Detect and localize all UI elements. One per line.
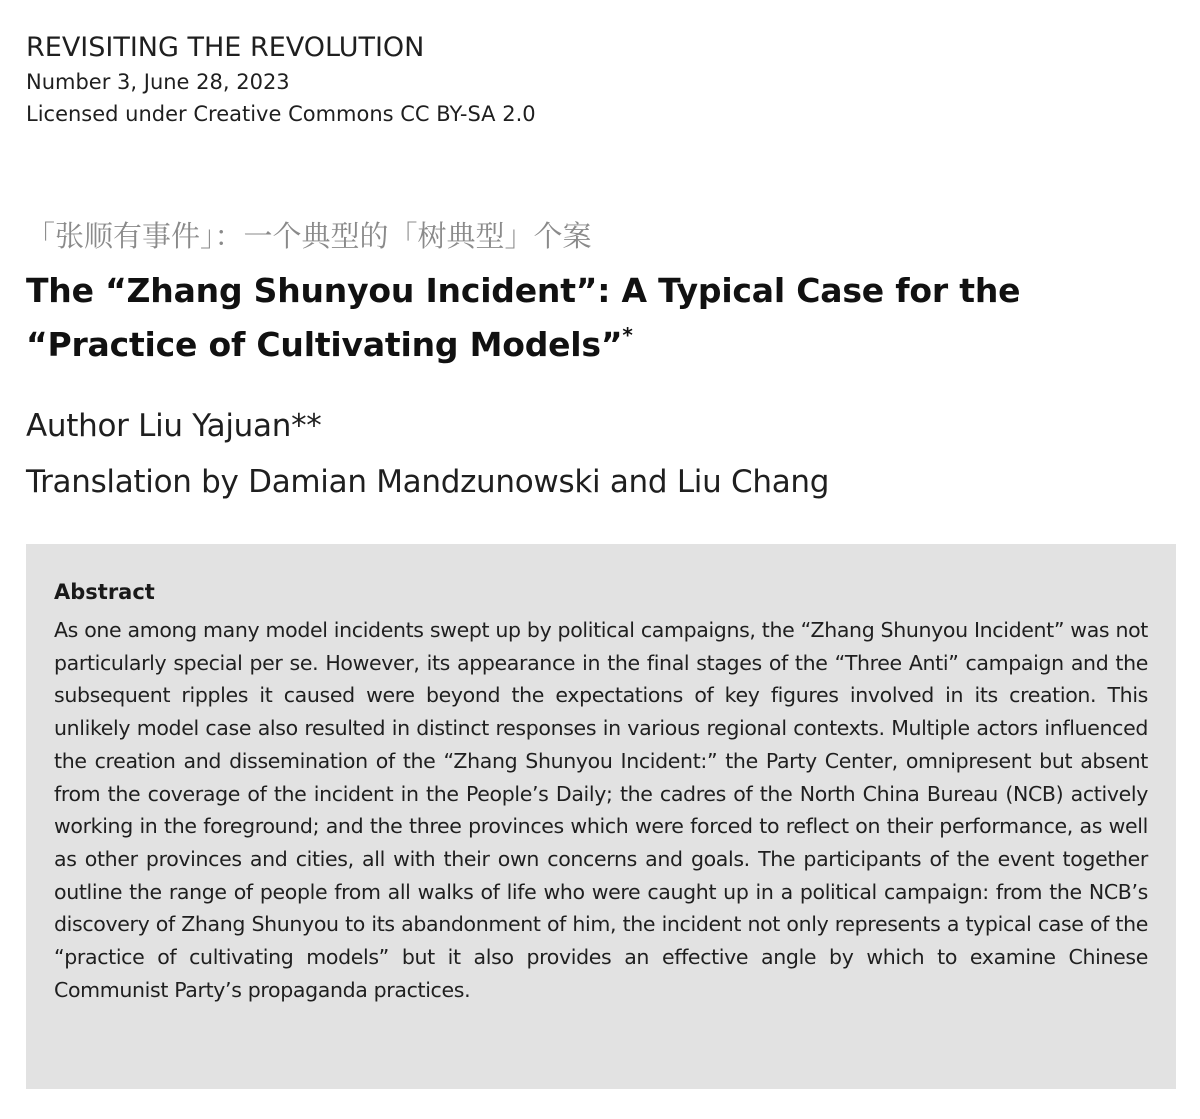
journal-issue: Number 3, June 28, 2023 [26, 70, 290, 94]
article-title-chinese: 「张顺有事件」：一个典型的「树典型」个案 [26, 219, 592, 253]
journal-name: REVISITING THE REVOLUTION [26, 32, 425, 63]
abstract-heading: Abstract [54, 580, 155, 604]
article-title-english [26, 264, 1176, 372]
abstract-box [26, 544, 1176, 1089]
translation-line: Translation by Damian Mandzunowski and Liu Chang [26, 464, 830, 500]
article-title-footnote-marker: * [622, 323, 633, 347]
abstract-text: As one among many model incidents swept up by political campaigns, the “Zhang Shunyou Incident” was not particularly special per se. However, its appearance in the final stages of the “Three Anti” campaign and the subsequent ripples it caused were beyond the expectations of key figures involved in its creation. This unlikely model case also resulted in distinct responses in various regional contexts. Multiple actors influenced the creation and dissemination of the “Zhang Shunyou Incident:” the Party Center, omnipresent but absent from the coverage of the incident in the People’s Daily; the cadres of the North China Bureau (NCB) actively working in the foreground; and the three provinces which were forced to reflect on their performance, as well as other provinces and cities, all with their own concerns and goals. The participants of the event together outline the range of people from all walks of life who were caught up in a political campaign: from the NCB’s discovery of Zhang Shunyou to its abandonment of him, the incident not only represents a typical case of the “practice of cultivating models” but it also provides an effective angle by which to examine Chinese Communist Party’s propaganda practices. [54, 618, 1148, 1002]
article-title-english-text: The “Zhang Shunyou Incident”: A Typical Case for the “Practice of Cultivating Models” [26, 271, 1021, 364]
journal-license: Licensed under Creative Commons CC BY-SA 2.0 [26, 102, 536, 126]
journal-header [26, 30, 1126, 130]
author-line: Author Liu Yajuan** [26, 408, 322, 444]
